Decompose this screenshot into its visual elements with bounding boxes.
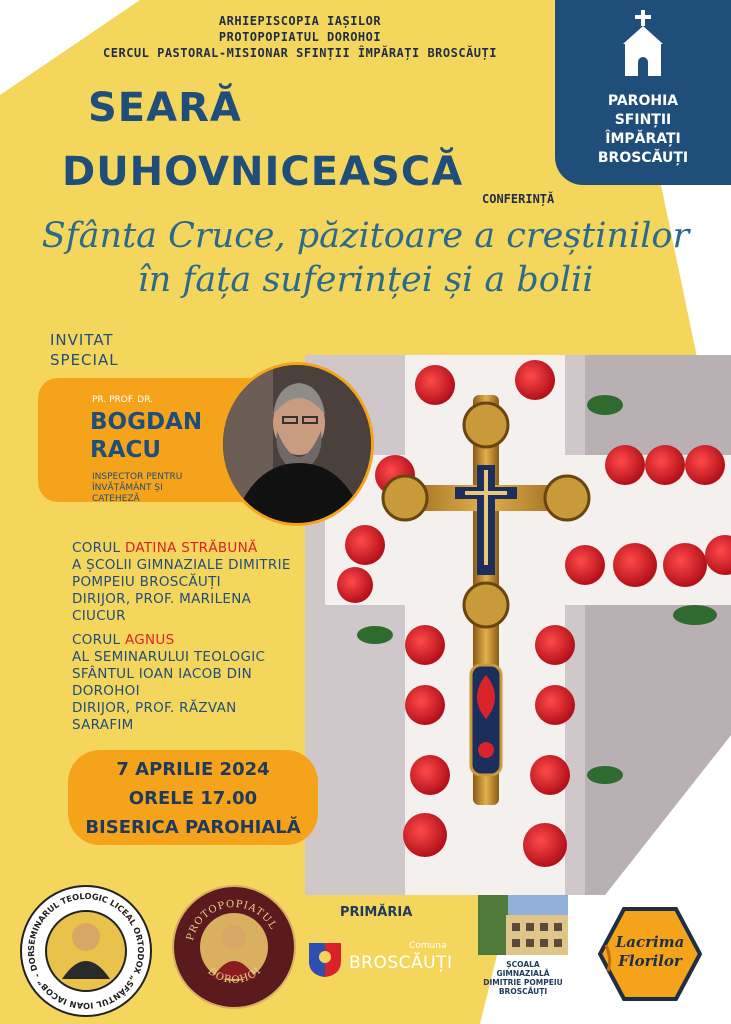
lacrima-logo xyxy=(598,905,702,1003)
guest-role-line-1: INSPECTOR PENTRU xyxy=(92,472,183,482)
choir-1-title: CORUL DATINA STRĂBUNĂ xyxy=(72,540,258,556)
choir-2-title: CORUL AGNUS xyxy=(72,632,175,648)
church-icon xyxy=(618,8,668,78)
header-archdiocese: ARHIEPISCOPIA IAȘILOR xyxy=(218,14,382,28)
lacrima-line-2: Florilor xyxy=(618,952,682,970)
event-place: BISERICA PAROHIALĂ xyxy=(85,817,301,838)
title-line-1: SEARĂ xyxy=(88,85,242,131)
comuna-logo xyxy=(305,935,455,980)
guest-role-line-3: CATEHEZĂ xyxy=(92,494,140,504)
protopopiat-logo xyxy=(172,885,296,1009)
guest-label-line-1: INVITAT xyxy=(50,331,114,349)
school-line-2: GIMNAZIALĂ xyxy=(496,969,550,978)
school-line-1: ȘCOALA xyxy=(506,960,540,969)
conference-title-line-1: Sfânta Cruce, păzitoare a creștinilor xyxy=(41,216,690,256)
header-circle: CERCUL PASTORAL-MISIONAR SFINȚII ÎMPĂRAȚI BROSCĂUȚI xyxy=(103,46,497,60)
event-time: ORELE 17.00 xyxy=(128,788,258,809)
protopopiat-top-text: PROTOPOPIATUL xyxy=(184,898,279,942)
guest-last-name: RACU xyxy=(90,437,162,463)
parish-line-1: PAROHIA xyxy=(607,93,679,109)
seminary-ring-text: SEMINARUL TEOLOGIC LICEAL ORTODOX „SFÂNTUL IOAN IACOB” - DOR xyxy=(25,890,147,1012)
conference-label: CONFERINȚĂ xyxy=(482,192,555,206)
choir-1-line-5: CIUCUR xyxy=(72,608,126,624)
school-photo xyxy=(478,895,568,955)
choir-2-line-5: DIRIJOR, PROF. RĂZVAN xyxy=(72,700,237,716)
parish-line-3: ÎMPĂRAȚI xyxy=(605,131,681,147)
conference-title-line-2: în fața suferinței și a bolii xyxy=(137,260,594,300)
comuna-name: BROSCĂUȚI xyxy=(349,953,453,973)
choir-2-line-2: AL SEMINARULUI TEOLOGIC xyxy=(72,649,266,665)
title-line-2: DUHOVNICEASCĂ xyxy=(62,149,464,195)
parish-line-2: SFINȚII xyxy=(614,112,672,128)
choir-1-line-3: POMPEIU BROSCĂUȚI xyxy=(72,574,221,590)
comuna-small: Comuna xyxy=(409,941,447,951)
lacrima-line-1: Lacrima xyxy=(615,933,685,951)
guest-title: PR. PROF. DR. xyxy=(92,395,154,405)
choir-2-line-3: SFÂNTUL IOAN IACOB DIN xyxy=(72,666,253,682)
guest-first-name: BOGDAN xyxy=(90,409,203,435)
school-line-3: DIMITRIE POMPEIU xyxy=(483,978,563,987)
primaria-label: PRIMĂRIA xyxy=(340,905,413,920)
choir-2-line-6: SARAFIM xyxy=(72,717,134,733)
guest-label-line-2: SPECIAL xyxy=(50,351,119,369)
guest-photo xyxy=(220,362,374,526)
header-protopopiat: PROTOPOPIATUL DOROHOI xyxy=(218,30,382,44)
event-date: 7 APRILIE 2024 xyxy=(116,759,270,780)
school-line-4: BROSCĂUȚI xyxy=(498,987,548,996)
seminary-logo xyxy=(20,885,152,1017)
protopopiat-bottom-text: DOROHOI xyxy=(205,965,264,987)
guest-role-line-2: ÎNVĂȚĂMÂNT ȘI xyxy=(92,483,163,493)
comuna-crest-icon xyxy=(305,939,345,979)
choir-1-line-2: A ȘCOLII GIMNAZIALE DIMITRIE xyxy=(72,557,291,573)
parish-badge xyxy=(555,0,731,185)
parish-line-4: BROSCĂUȚI xyxy=(597,150,689,166)
choir-1-line-4: DIRIJOR, PROF. MARILENA xyxy=(72,591,252,607)
choir-2-line-4: DOROHOI xyxy=(72,683,140,699)
